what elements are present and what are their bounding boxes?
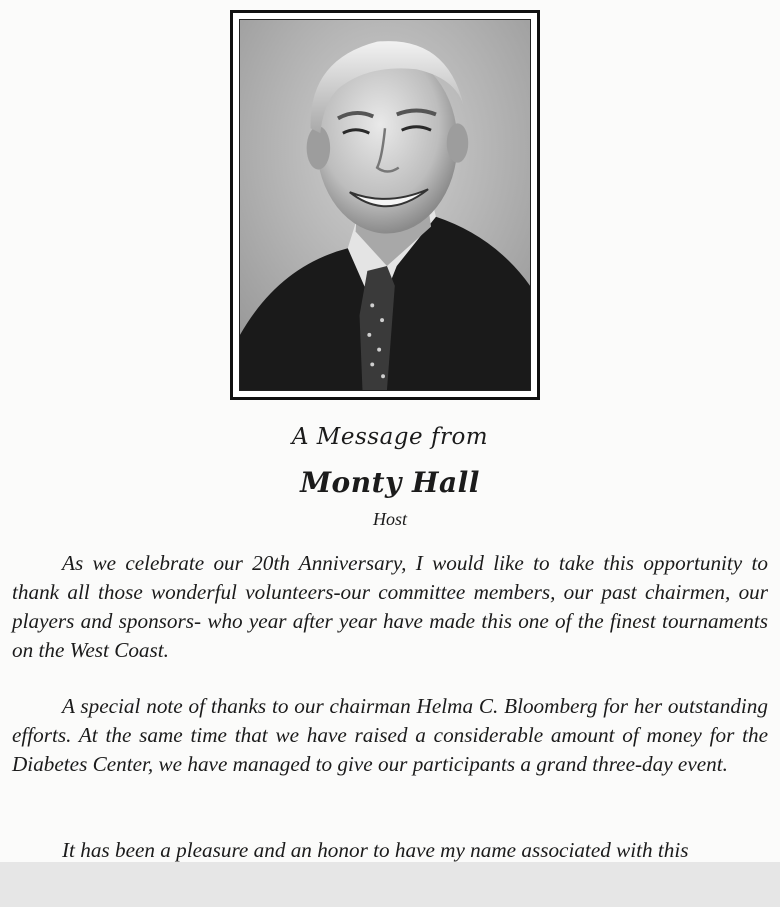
heading-author-name: Monty Hall	[300, 466, 480, 499]
footer-bar	[0, 862, 780, 907]
portrait-photo	[239, 19, 531, 391]
paragraph-3: It has been a pleasure and an honor to have my name associated with this	[62, 838, 689, 862]
paragraph-1: As we celebrate our 20th Anniversary, I would like to take this opportunity to thank all those wonderful volunteers-our committee members, our past chairmen, our players and sponsors- who year after year have made this one of the finest tournaments on the West Coast.	[12, 551, 768, 662]
heading-author-title: Host	[372, 509, 407, 529]
paragraph-2: A special note of thanks to our chairman Helma C. Bloomberg for her outstanding efforts. At the same time that we have raised a considerable amount of money for the Diabetes Center, we have managed to give our participants a grand three-day event.	[12, 694, 768, 776]
portrait-frame	[230, 10, 540, 400]
portrait-illustration	[240, 20, 530, 390]
heading-a-message-from: A Message from	[291, 424, 489, 450]
